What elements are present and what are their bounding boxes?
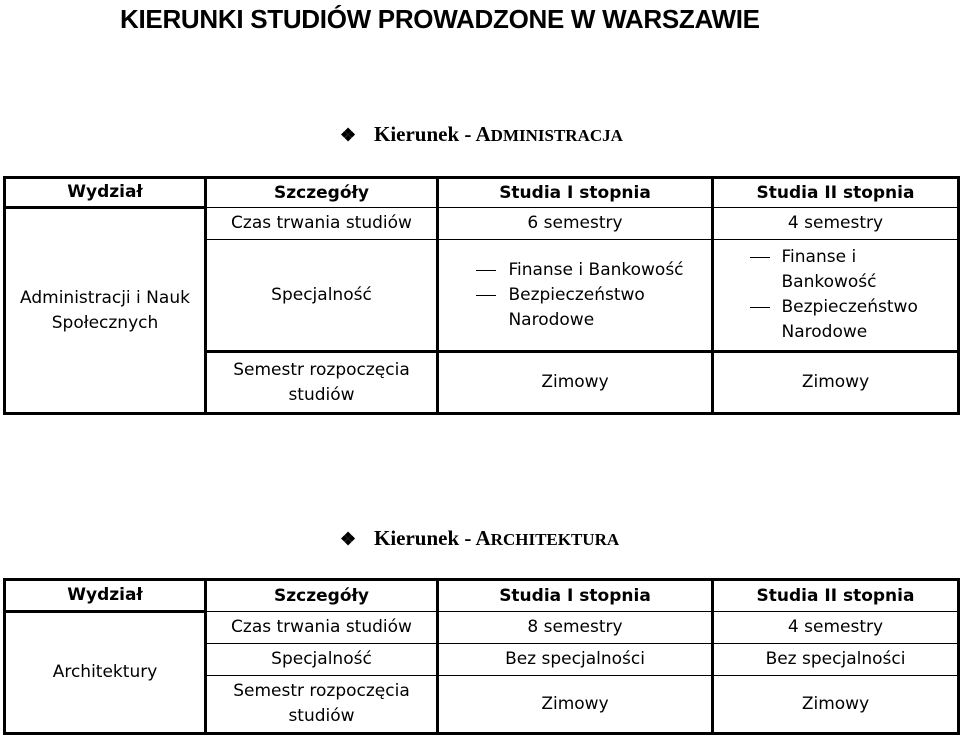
second-degree-value: 4 semestry — [713, 612, 959, 644]
first-degree-specialization-list — [466, 258, 683, 333]
row-label: Specjalność — [206, 240, 438, 352]
administracja-table — [3, 176, 960, 415]
column-header-faculty: Wydział — [5, 178, 206, 208]
list-item: Finanse i Bankowość — [740, 245, 892, 295]
first-degree-value: 6 semestry — [438, 208, 713, 240]
column-header-second-degree: Studia II stopnia — [713, 580, 959, 612]
table-row — [5, 612, 959, 644]
diamond-bullet-icon: ❖ — [340, 529, 357, 549]
row-label: Semestr rozpoczęcia studiów — [206, 676, 438, 734]
second-degree-value: Bez specjalności — [713, 644, 959, 676]
second-degree-value: 4 semestry — [713, 208, 959, 240]
second-degree-list-cell — [713, 240, 959, 352]
section-heading-architektura: ❖ Kierunek - ARCHITEKTURA — [340, 526, 620, 550]
architektura-table — [3, 578, 960, 735]
diamond-bullet-icon: ❖ — [340, 125, 357, 145]
second-degree-specialization-list — [740, 245, 932, 345]
faculty-cell: Architektury — [5, 612, 206, 734]
section-heading-administracja: ❖ Kierunek - ADMINISTRACJA — [340, 122, 623, 146]
list-item: Finanse i Bankowość — [466, 258, 683, 283]
page-title: KIERUNKI STUDIÓW PROWADZONE W WARSZAWIE — [120, 4, 760, 34]
column-header-faculty: Wydział — [5, 580, 206, 612]
row-label: Czas trwania studiów — [206, 208, 438, 240]
list-item: Bezpieczeństwo Narodowe — [466, 283, 658, 333]
table-row — [5, 208, 959, 240]
column-header-details: Szczegóły — [206, 580, 438, 612]
header-row — [5, 178, 959, 208]
row-label: Semestr rozpoczęcia studiów — [206, 352, 438, 414]
header-row — [5, 580, 959, 612]
first-degree-value: Zimowy — [438, 676, 713, 734]
second-degree-value: Zimowy — [713, 352, 959, 414]
column-header-second-degree: Studia II stopnia — [713, 178, 959, 208]
column-header-first-degree: Studia I stopnia — [438, 580, 713, 612]
first-degree-value: Bez specjalności — [438, 644, 713, 676]
first-degree-value: Zimowy — [438, 352, 713, 414]
column-header-first-degree: Studia I stopnia — [438, 178, 713, 208]
faculty-cell: Administracji i Nauk Społecznych — [5, 208, 206, 414]
list-item: Bezpieczeństwo Narodowe — [740, 295, 932, 345]
first-degree-list-cell — [438, 240, 713, 352]
first-degree-value: 8 semestry — [438, 612, 713, 644]
row-label: Czas trwania studiów — [206, 612, 438, 644]
column-header-details: Szczegóły — [206, 178, 438, 208]
second-degree-value: Zimowy — [713, 676, 959, 734]
row-label: Specjalność — [206, 644, 438, 676]
